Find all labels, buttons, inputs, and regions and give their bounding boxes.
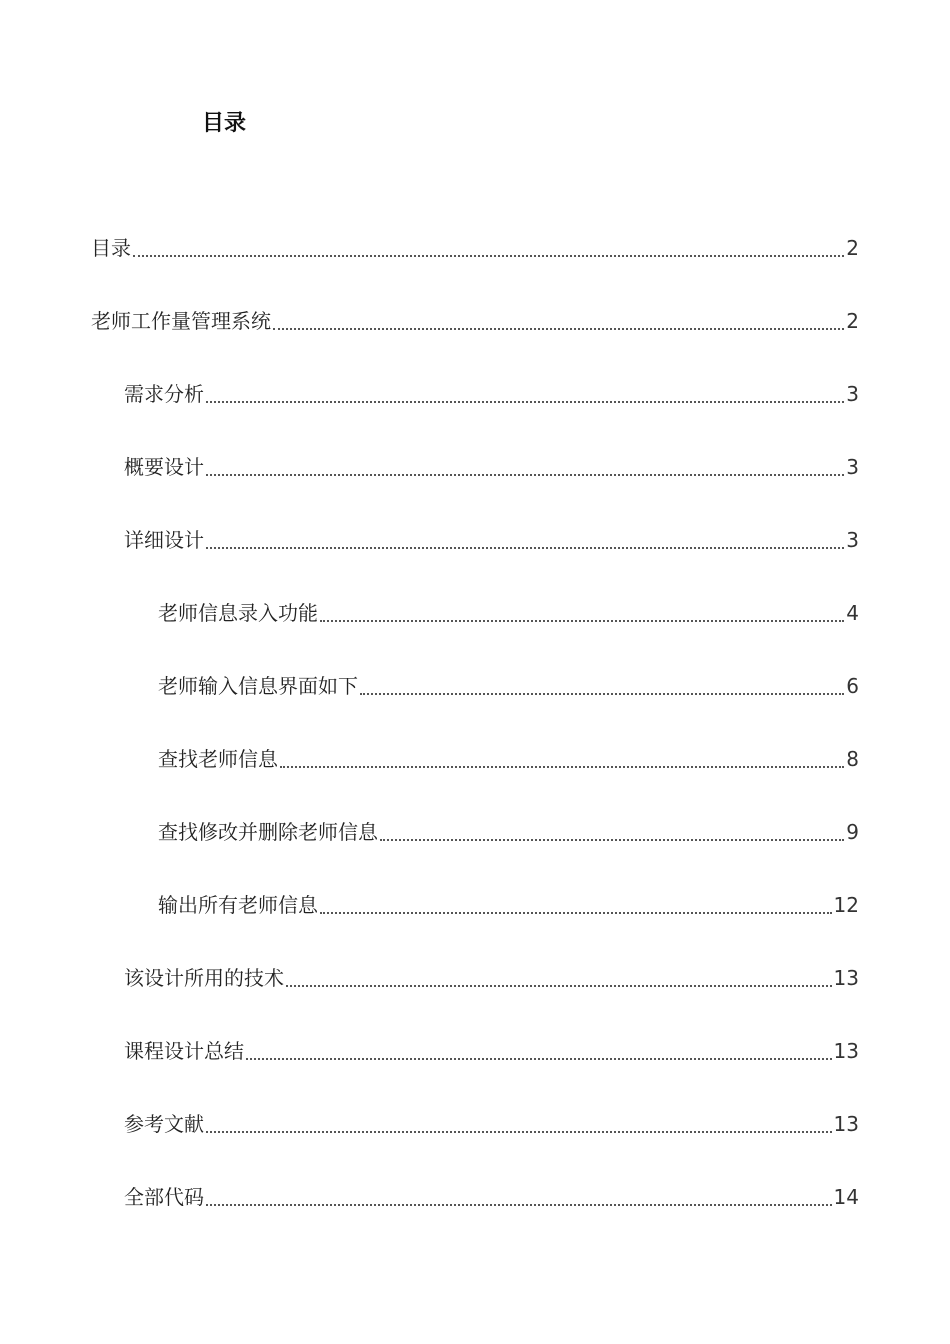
toc-entry[interactable] bbox=[124, 1106, 859, 1138]
toc-page-number: 9 bbox=[846, 820, 859, 844]
toc-page-number: 2 bbox=[846, 309, 859, 333]
toc-dot-leader bbox=[206, 1204, 832, 1206]
toc-dot-leader bbox=[360, 693, 844, 695]
toc-page-number: 13 bbox=[833, 966, 859, 990]
toc-entry[interactable] bbox=[124, 449, 859, 481]
toc-entry-title: 查找老师信息 bbox=[158, 747, 278, 771]
toc-page-number: 3 bbox=[846, 528, 859, 552]
toc-entry-title: 老师信息录入功能 bbox=[158, 601, 318, 625]
toc-entry[interactable] bbox=[91, 230, 859, 262]
toc-entry[interactable] bbox=[124, 376, 859, 408]
toc-entry-title: 课程设计总结 bbox=[124, 1039, 244, 1063]
toc-dot-leader bbox=[273, 328, 844, 330]
toc-page-number: 8 bbox=[846, 747, 859, 771]
toc-entry-title: 参考文献 bbox=[124, 1112, 204, 1136]
toc-entry[interactable] bbox=[158, 814, 859, 846]
toc-entry[interactable] bbox=[158, 595, 859, 627]
toc-page-number: 2 bbox=[846, 236, 859, 260]
toc-entry-title: 需求分析 bbox=[124, 382, 204, 406]
toc-page-number: 6 bbox=[846, 674, 859, 698]
toc-page-number: 4 bbox=[846, 601, 859, 625]
toc-entry[interactable] bbox=[158, 887, 859, 919]
toc-page-number: 3 bbox=[846, 382, 859, 406]
toc-dot-leader bbox=[206, 401, 844, 403]
toc-entry[interactable] bbox=[158, 668, 859, 700]
toc-entry[interactable] bbox=[91, 303, 859, 335]
toc-dot-leader bbox=[206, 474, 844, 476]
toc-entry-title: 老师工作量管理系统 bbox=[91, 309, 271, 333]
toc-dot-leader bbox=[320, 620, 844, 622]
toc-page-number: 13 bbox=[833, 1039, 859, 1063]
toc-dot-leader bbox=[380, 839, 844, 841]
toc-entry-title: 全部代码 bbox=[124, 1185, 204, 1209]
toc-dot-leader bbox=[280, 766, 844, 768]
toc-dot-leader bbox=[246, 1058, 832, 1060]
toc-dot-leader bbox=[286, 985, 832, 987]
toc-heading: 目录 bbox=[202, 111, 247, 136]
toc-entry-title: 该设计所用的技术 bbox=[124, 966, 284, 990]
toc-page-number: 3 bbox=[846, 455, 859, 479]
toc-dot-leader bbox=[206, 547, 844, 549]
toc-entry-title: 输出所有老师信息 bbox=[158, 893, 318, 917]
toc-dot-leader bbox=[133, 255, 844, 257]
toc-page-number: 14 bbox=[833, 1185, 859, 1209]
toc-entry[interactable] bbox=[158, 741, 859, 773]
toc-entry-title: 查找修改并删除老师信息 bbox=[158, 820, 378, 844]
toc-entry-title: 目录 bbox=[91, 236, 131, 260]
toc-dot-leader bbox=[320, 912, 832, 914]
toc-entry-title: 老师输入信息界面如下 bbox=[158, 674, 358, 698]
toc-entry-title: 概要设计 bbox=[124, 455, 204, 479]
toc-entry[interactable] bbox=[124, 522, 859, 554]
toc-entry[interactable] bbox=[124, 1033, 859, 1065]
toc-page-number: 13 bbox=[833, 1112, 859, 1136]
toc-page-number: 12 bbox=[833, 893, 859, 917]
toc-dot-leader bbox=[206, 1131, 832, 1133]
toc-entry[interactable] bbox=[124, 1179, 859, 1211]
toc-entry-title: 详细设计 bbox=[124, 528, 204, 552]
toc-entry[interactable] bbox=[124, 960, 859, 992]
